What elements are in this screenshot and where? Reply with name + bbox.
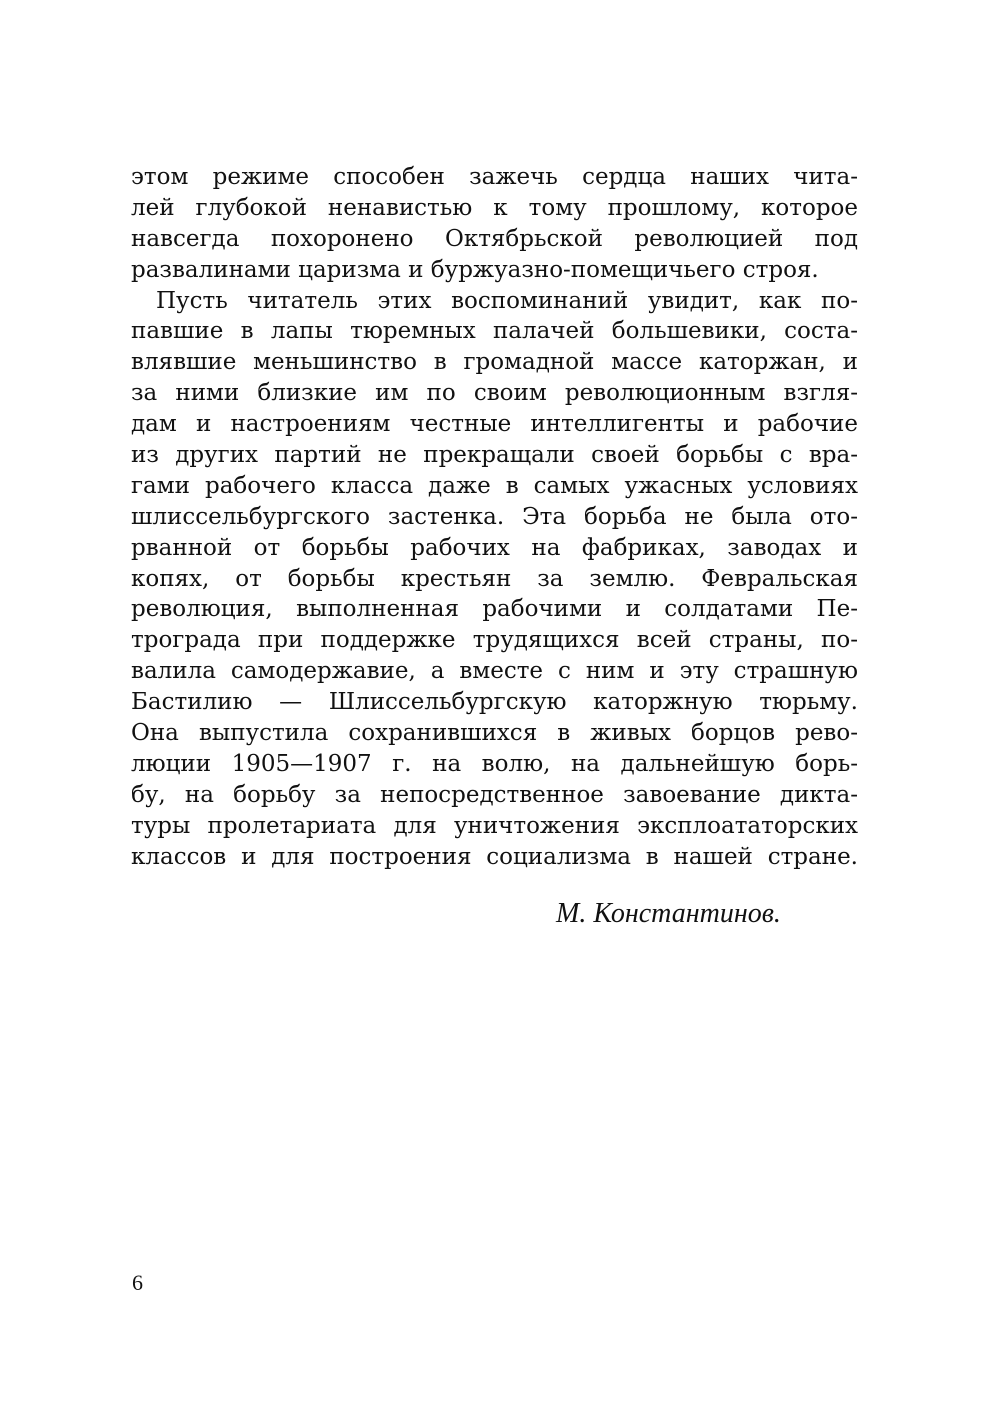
text-line: люции 1905—1907 г. на волю, на дальнейшую борь-: [131, 750, 858, 777]
text-line: бу, на борьбу за непосредственное завоевание дикта-: [131, 781, 858, 808]
page-number: 6: [132, 1270, 143, 1295]
text-line: этом режиме способен зажечь сердца наших чита-: [131, 164, 858, 190]
text-line: Пусть читатель этих воспоминаний увидит, как по-: [156, 287, 858, 314]
text-line: дам и настроениям честные интеллигенты и рабочие: [131, 411, 858, 438]
text-line: павшие в лапы тюремных палачей большевики, соста-: [131, 318, 858, 345]
text-line: лей глубокой ненавистью к тому прошлому, которое: [131, 194, 858, 221]
text-line: копях, от борьбы крестьян за землю. Февральская: [131, 565, 858, 592]
text-line: за ними близкие им по своим революционным взгля-: [131, 380, 858, 407]
text-line: революция, выполненная рабочими и солдатами Пе-: [131, 596, 858, 623]
author-signature: М. Константинов.: [556, 898, 781, 929]
text-line: валила самодержавие, а вместе с ним и эту страшную: [131, 658, 858, 685]
text-line: Она выпустила сохранившихся в живых борцов рево-: [131, 720, 858, 747]
text-line: классов и для построения социализма в нашей стране.: [131, 843, 858, 870]
text-line: рванной от борьбы рабочих на фабриках, заводах и: [131, 534, 858, 561]
text-line: туры пролетариата для уничтожения эксплоататорских: [131, 812, 858, 839]
text-line: влявшие меньшинство в громадной массе каторжан, и: [131, 349, 858, 376]
text-line: гами рабочего класса даже в самых ужасных условиях: [131, 472, 858, 499]
text-line: развалинами царизма и буржуазно-помещичьего строя.: [131, 256, 819, 283]
text-line: Бастилию — Шлиссельбургскую каторжную тюрьму.: [131, 689, 858, 716]
text-line: трограда при поддержке трудящихся всей страны, по-: [131, 627, 858, 654]
text-line: шлиссельбургского застенка. Эта борьба не была ото-: [131, 503, 858, 530]
text-line: навсегда похоронено Октябрьской революцией под: [131, 225, 858, 252]
body-text: [131, 162, 858, 872]
text-line: из других партий не прекращали своей борьбы с вра-: [131, 442, 858, 469]
